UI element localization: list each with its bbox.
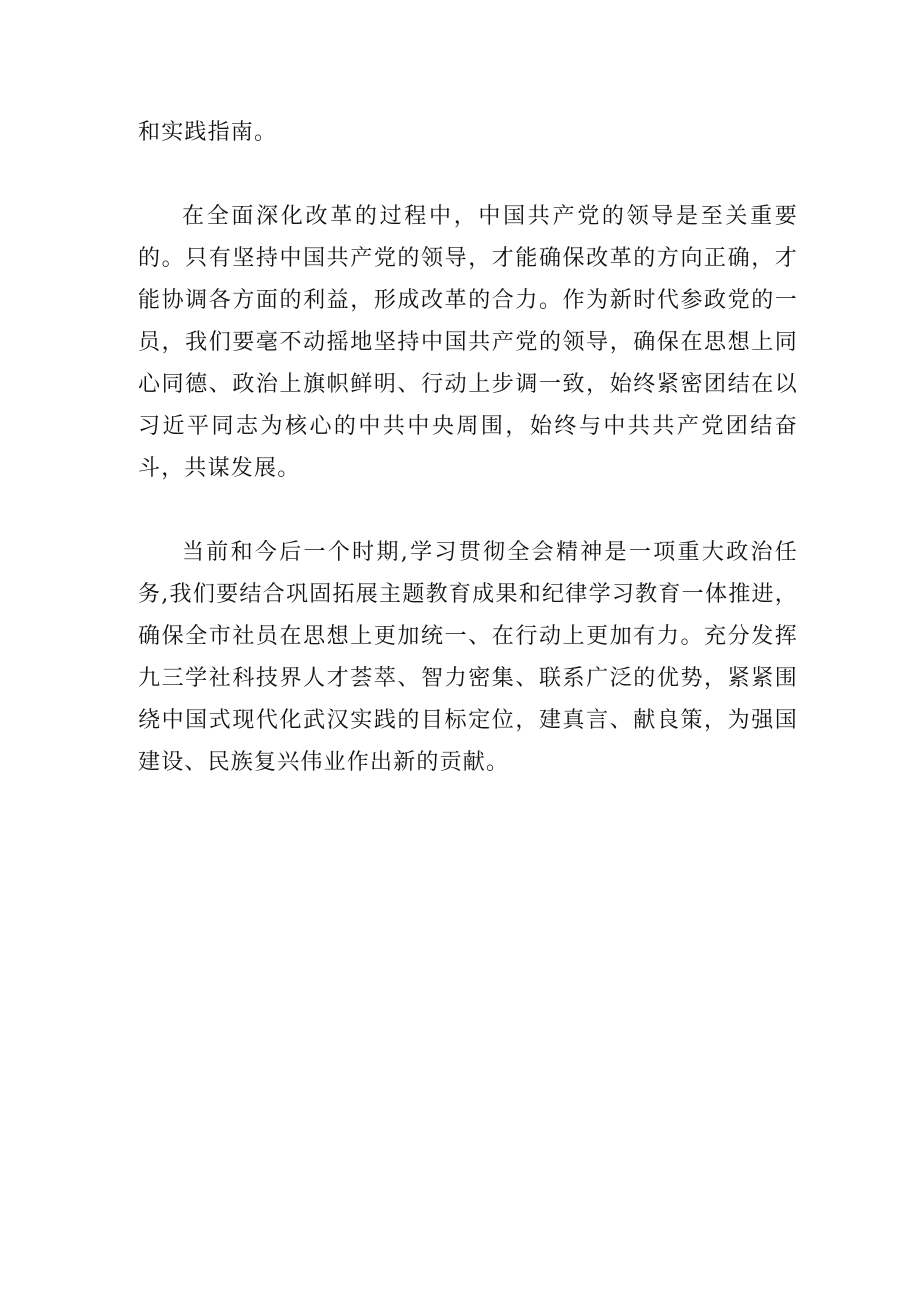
document-body [138, 112, 798, 784]
paragraph-study-plenary-spirit: 当前和今后一个时期,学习贯彻全会精神是一项重大政治任务,我们要结合巩固拓展主题教育成果和纪律学习教育一体推进，确保全市社员在思想上更加统一、在行动上更加有力。充分发挥九三学社科技界人才荟萃、智力密集、联系广泛的优势，紧紧围绕中国式现代化武汉实践的目标定位，建真言、献良策，为强国建设、民族复兴伟业作出新的贡献。 [138, 540, 798, 775]
paragraph-spacer [138, 154, 798, 196]
paragraph-continuation: 和实践指南。 [138, 120, 278, 145]
paragraph-party-leadership: 在全面深化改革的过程中，中国共产党的领导是至关重要的。只有坚持中国共产党的领导，才能确保改革的方向正确，才能协调各方面的利益，形成改革的合力。作为新时代参政党的一员，我们要毫不动摇地坚持中国共产党的领导，确保在思想上同心同德、政治上旗帜鲜明、行动上步调一致，始终紧密团结在以习近平同志为核心的中共中央周围，始终与中共共产党团结奋斗，共谋发展。 [138, 204, 798, 481]
paragraph-spacer [138, 490, 798, 532]
